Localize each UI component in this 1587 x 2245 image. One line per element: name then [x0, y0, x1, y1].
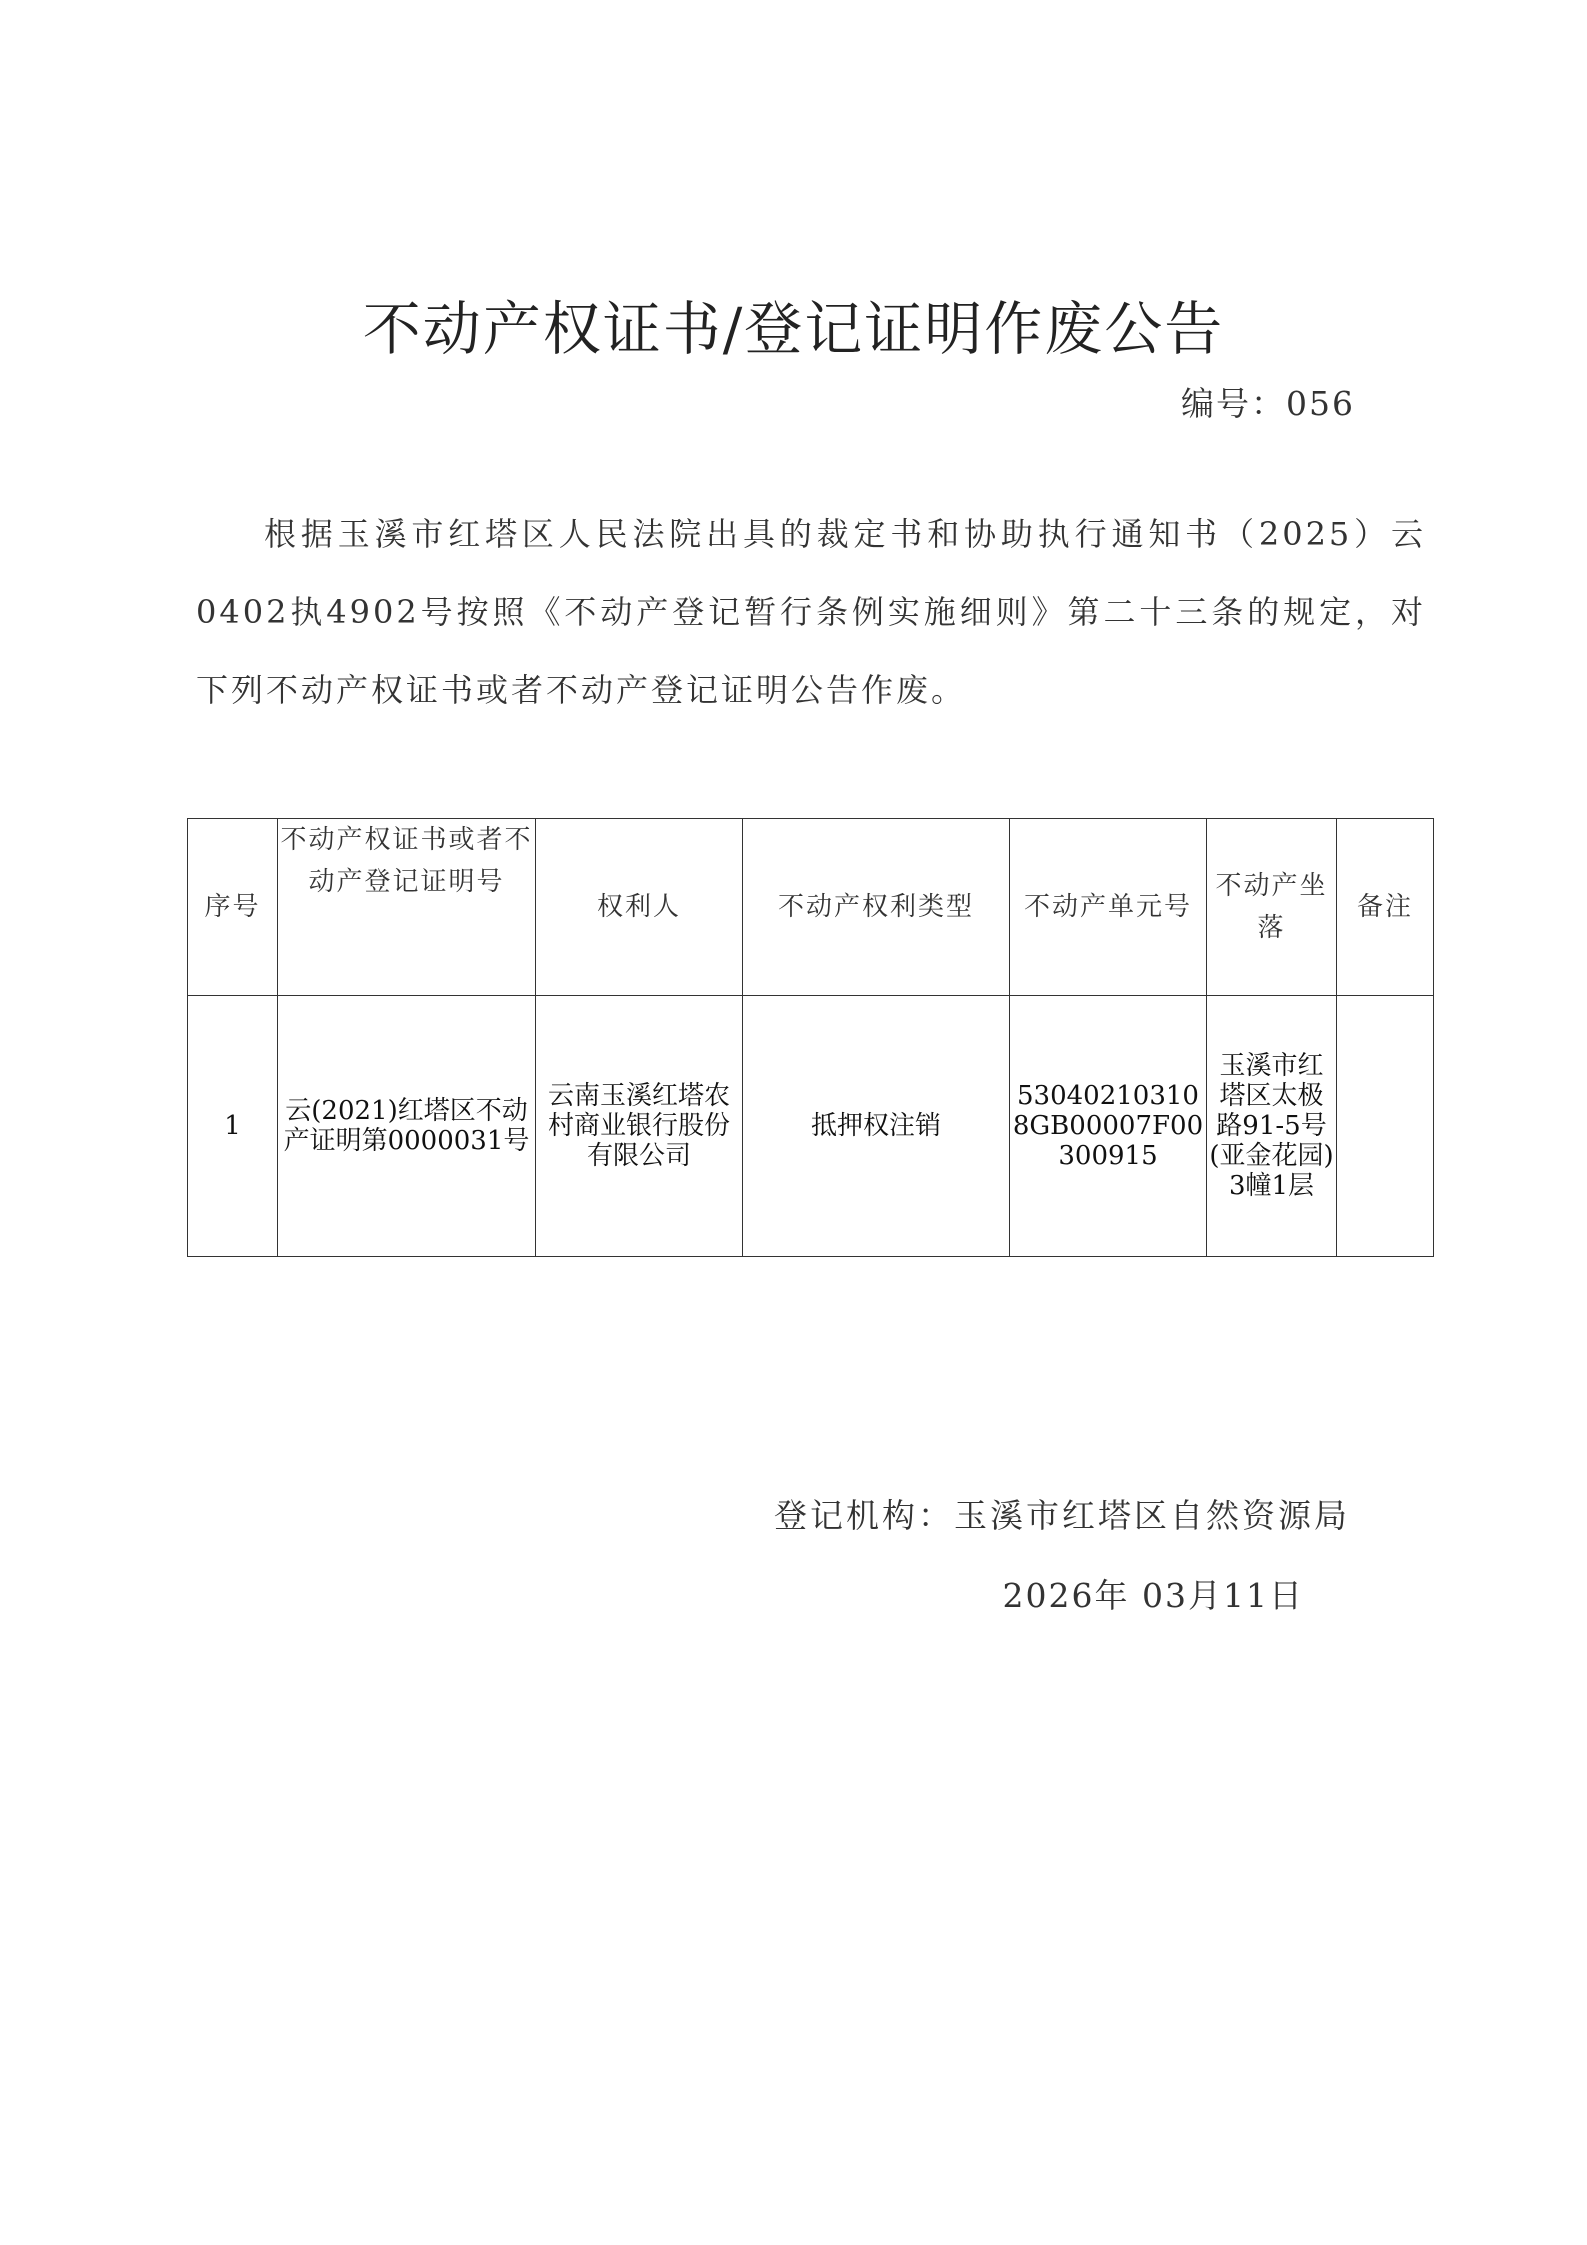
cell-location: 玉溪市红塔区太极路91-5号(亚金花园)3幢1层 — [1207, 996, 1337, 1257]
cell-unit-no: 530402103108GB00007F00300915 — [1010, 996, 1207, 1257]
cell-seq: 1 — [188, 996, 278, 1257]
registration-authority: 登记机构：玉溪市红塔区自然资源局 — [774, 1496, 1350, 1535]
header-holder: 权利人 — [536, 819, 743, 996]
header-seq: 序号 — [188, 819, 278, 996]
header-location: 不动产坐落 — [1207, 819, 1337, 996]
cell-cert: 云(2021)红塔区不动产证明第0000031号 — [278, 996, 536, 1257]
table-header-row — [188, 819, 1434, 996]
header-right-type: 不动产权利类型 — [743, 819, 1010, 996]
table-row — [188, 996, 1434, 1257]
notice-body: 根据玉溪市红塔区人民法院出具的裁定书和协助执行通知书（2025）云0402执4902号按照《不动产登记暂行条例实施细则》第二十三条的规定，对下列不动产权证书或者不动产登记证明公告作废。 — [196, 515, 1426, 709]
notice-date: 2026年 03月11日 — [1002, 1576, 1304, 1615]
cell-remark — [1337, 996, 1434, 1257]
notice-title: 不动产权证书/登记证明作废公告 — [362, 295, 1225, 363]
cell-right-type: 抵押权注销 — [743, 996, 1010, 1257]
header-cert: 不动产权证书或者不动产登记证明号 — [278, 819, 536, 996]
cell-holder: 云南玉溪红塔农村商业银行股份有限公司 — [536, 996, 743, 1257]
header-remark: 备注 — [1337, 819, 1434, 996]
void-certificate-table — [187, 818, 1434, 1257]
header-unit-no: 不动产单元号 — [1010, 819, 1207, 996]
serial-number: 编号：056 — [1181, 384, 1355, 423]
